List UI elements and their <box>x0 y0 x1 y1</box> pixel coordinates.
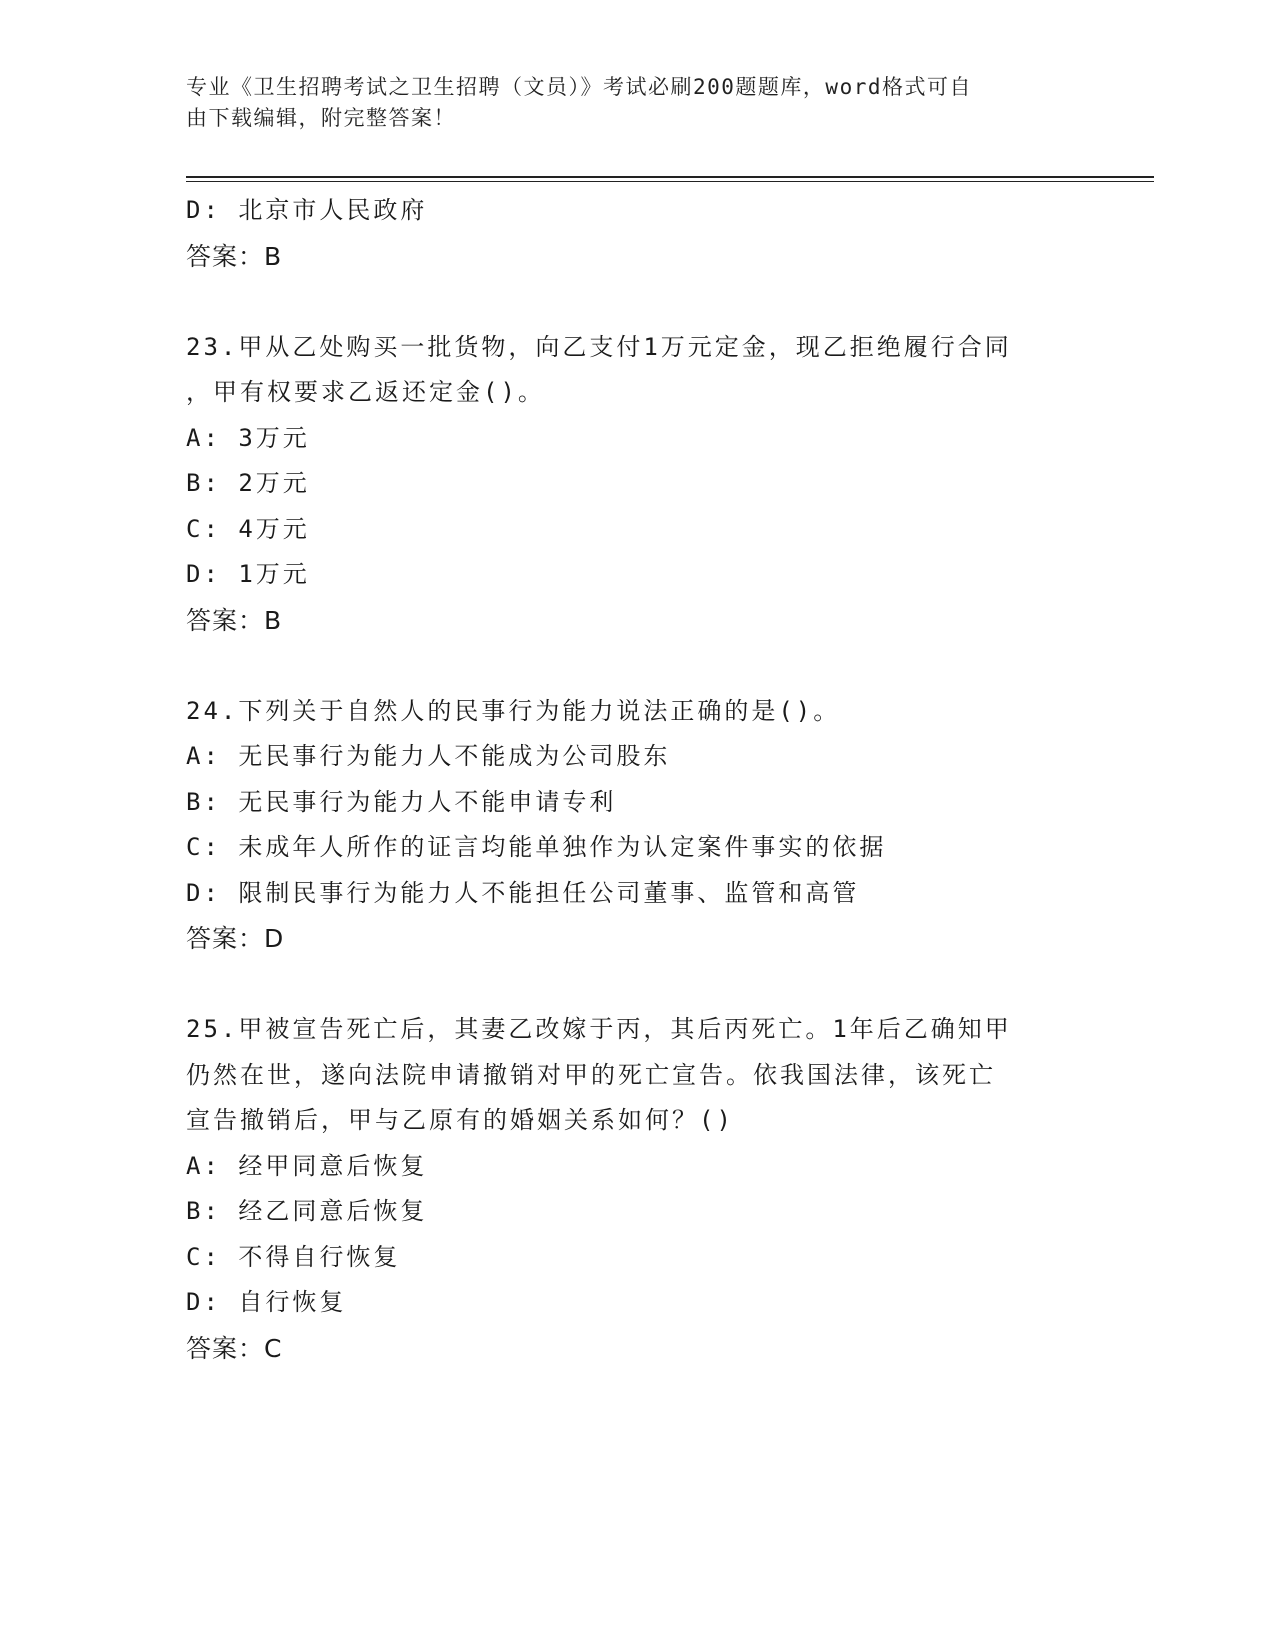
option-d: D: 1万元 <box>186 560 310 588</box>
question-24 <box>186 689 1086 962</box>
question-25 <box>186 1007 1086 1371</box>
option-a: A: 无民事行为能力人不能成为公司股东 <box>186 742 671 770</box>
spacer <box>186 279 1086 325</box>
spacer <box>186 962 1086 1008</box>
spacer <box>186 643 1086 689</box>
option-b: B: 无民事行为能力人不能申请专利 <box>186 787 617 816</box>
option-c: C: 未成年人所作的证言均能单独作为认定案件事实的依据 <box>186 833 887 861</box>
answer-line: 答案：C <box>186 1333 283 1363</box>
document-body <box>186 188 1086 1371</box>
option-a: A: 经甲同意后恢复 <box>186 1151 428 1180</box>
option-d: D: 限制民事行为能力人不能担任公司董事、监管和高管 <box>186 878 860 907</box>
answer-line: 答案：D <box>186 924 285 953</box>
header-rule-thin <box>186 181 1154 182</box>
option-a: A: 3万元 <box>186 423 310 452</box>
prev-option-d: D: 北京市人民政府 <box>186 196 428 224</box>
header-line-2: 由下载编辑，附完整答案！ <box>186 106 456 130</box>
header-line-1: 专业《卫生招聘考试之卫生招聘（文员）》考试必刷200题题库，word格式可自 <box>186 75 972 99</box>
option-d: D: 自行恢复 <box>186 1288 347 1316</box>
question-stem-line: 24.下列关于自然人的民事行为能力说法正确的是()。 <box>186 696 841 725</box>
question-stem-line: 23.甲从乙处购买一批货物，向乙支付1万元定金，现乙拒绝履行合同 <box>186 332 1012 361</box>
answer-line: 答案：B <box>186 605 283 635</box>
prev-answer: 答案：B <box>186 241 283 271</box>
option-b: B: 经乙同意后恢复 <box>186 1197 428 1225</box>
document-header <box>186 72 1066 134</box>
question-stem-line: 仍然在世，遂向法院申请撤销对甲的死亡宣告。依我国法律，该死亡 <box>186 1060 996 1089</box>
option-b: B: 2万元 <box>186 469 310 497</box>
question-stem-line: 25.甲被宣告死亡后，其妻乙改嫁于丙，其后丙死亡。1年后乙确知甲 <box>186 1015 1012 1043</box>
question-stem-line: 宣告撤销后，甲与乙原有的婚姻关系如何？() <box>186 1106 734 1134</box>
header-rule-thick <box>186 176 1154 178</box>
question-stem-line: ，甲有权要求乙返还定金()。 <box>186 378 545 406</box>
question-23 <box>186 325 1086 644</box>
option-c: C: 4万元 <box>186 514 310 543</box>
option-c: C: 不得自行恢复 <box>186 1242 401 1271</box>
